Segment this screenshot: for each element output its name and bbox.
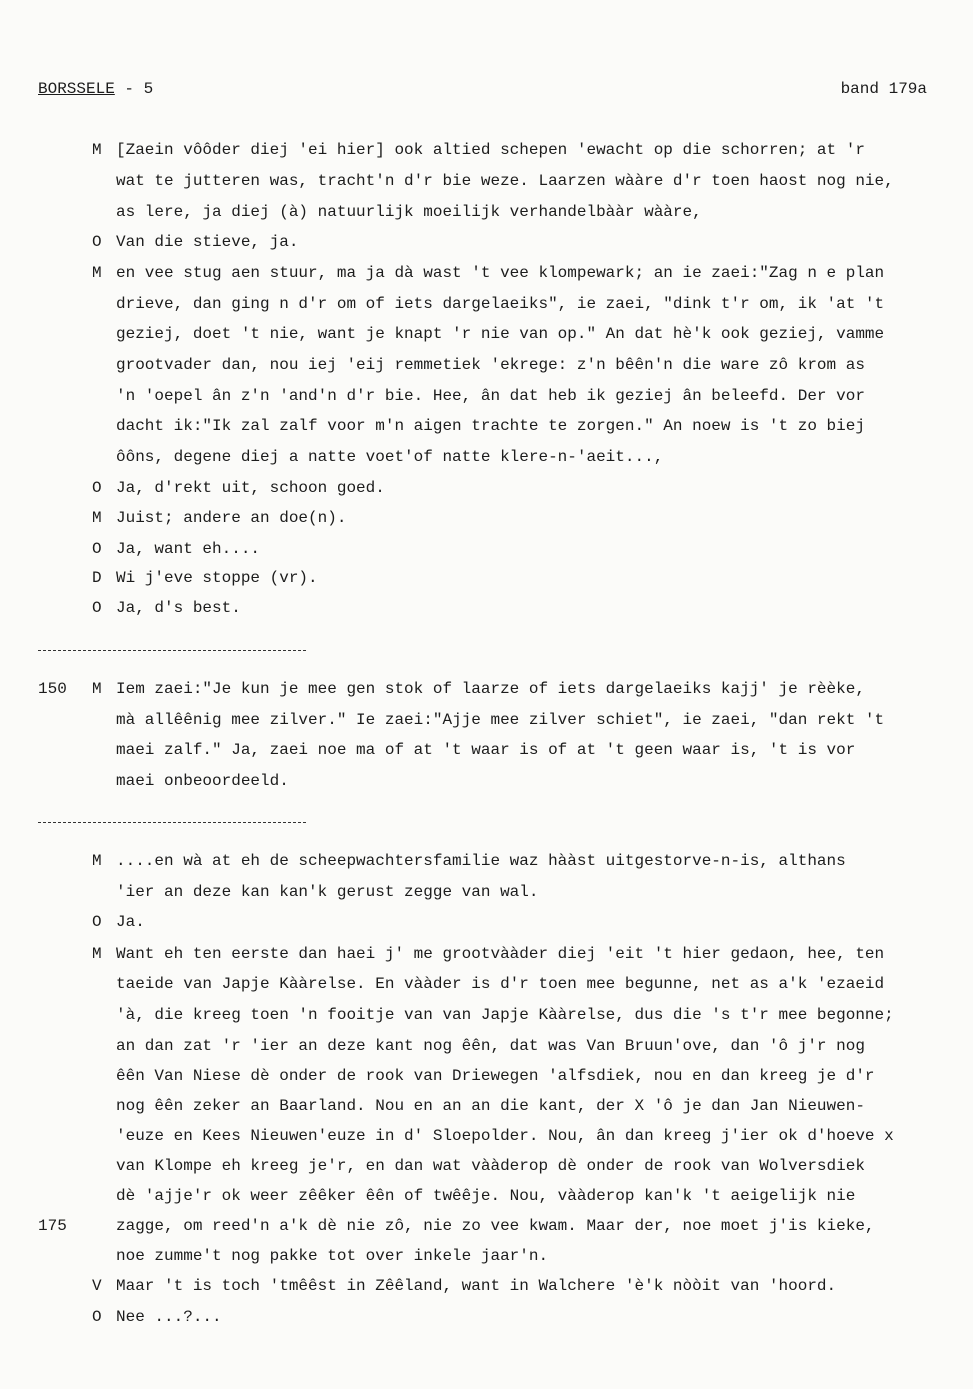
transcript-line: Wi j'eve stoppe (vr). [116,569,318,587]
transcript-line: wat te jutteren was, tracht'n d'r bie weze. Laarzen wààre d'r toen haost nog nie, [116,172,894,190]
transcript-line: an dan zat 'r 'ier an deze kant nog êên, dat was Van Bruun'ove, dan 'ô j'r nog [116,1037,865,1055]
speaker-label: O [92,540,102,558]
transcript-line: Van die stieve, ja. [116,233,299,251]
transcript-line: ôôns, degene diej a natte voet'of natte klere-n-'aeit..., [116,448,664,466]
transcript-line: Ja, want eh.... [116,540,261,558]
transcript-line: van Klompe eh kreeg je'r, en dan wat vààderop dè onder de rook van Wolversdiek [116,1157,865,1175]
transcript-line: [Zaein vôôder diej 'ei hier] ook altied schepen 'ewacht op die schorren; at 'r [116,141,865,159]
transcript-line: Ja, d'rekt uit, schoon goed. [116,479,385,497]
transcript-line: zagge, om reed'n a'k dè nie zô, nie zo vee kwam. Maar der, noe moet j'is kieke, [116,1217,875,1235]
transcript-line: dè 'ajje'r ok weer zêêker êên of twêêje. Nou, vààderop kan'k 't aeigelijk nie [116,1187,856,1205]
transcript-line: geziej, doet 't nie, want je knapt 'r nie van op." An dat hè'k ook geziej, vamme [116,325,885,343]
transcript-line: Juist; andere an doe(n). [116,509,347,527]
speaker-label: M [92,509,102,527]
transcript-line: maei zalf." Ja, zaei noe ma of at 't waar is of at 't geen waar is, 't is vor [116,741,856,759]
speaker-label: M [92,264,102,282]
section-divider [38,822,306,823]
transcript-line: êên Van Niese dè onder de rook van Driewegen 'alfsdiek, nou en dan kreeg je d'r [116,1067,875,1085]
speaker-label: O [92,233,102,251]
speaker-label: V [92,1277,102,1295]
header-title: BORSSELE [38,80,115,98]
transcript-line: Nee ...?... [116,1308,222,1326]
transcript-line: Ja. [116,913,145,931]
transcript-line: grootvader dan, nou iej 'eij remmetiek 'ekrege: z'n bêên'n die ware zô krom as [116,356,865,374]
transcript-line: nog êên zeker an Baarland. Nou en an an die kant, der X 'ô je dan Jan Nieuwen- [116,1097,865,1115]
transcript-line: Iem zaei:"Je kun je mee gen stok of laarze of iets dargelaeiks kajj' je rèèke, [116,680,865,698]
speaker-label: M [92,852,102,870]
speaker-label: M [92,945,102,963]
speaker-label: O [92,1308,102,1326]
transcript-line: mà allêênig mee zilver." Ie zaei:"Ajje mee zilver schiet", ie zaei, "dan rekt 't [116,711,885,729]
transcript-line: en vee stug aen stuur, ma ja dà wast 't vee klompewark; an ie zaei:"Zag n e plan [116,264,885,282]
transcript-line: as lere, ja diej (à) natuurlijk moeilijk verhandelbààr wààre, [116,203,702,221]
band-label: band 179a [840,80,927,98]
transcript-line: maei onbeoordeeld. [116,772,289,790]
speaker-label: O [92,599,102,617]
transcript-line: ....en wà at eh de scheepwachtersfamilie waz hààst uitgestorve-n-is, althans [116,852,846,870]
transcript-line: noe zumme't nog pakke tot over inkele jaar'n. [116,1247,549,1265]
line-number: 175 [38,1217,67,1235]
page-number: - 5 [114,80,154,98]
transcript-line: Want eh ten eerste dan haei j' me grootvààder diej 'eit 't hier gedaon, hee, ten [116,945,885,963]
transcript-line: taeide van Japje Kààrelse. En vààder is d'r toen mee begunne, net as a'k 'ezaeid [116,975,885,993]
speaker-label: M [92,141,102,159]
section-divider [38,650,306,651]
transcript-line: 'euze en Kees Nieuwen'euze in d' Sloepolder. Nou, ân dan kreeg j'ier ok d'hoeve x [116,1127,894,1145]
line-number: 150 [38,680,67,698]
transcript-line: Ja, d's best. [116,599,241,617]
speaker-label: O [92,479,102,497]
speaker-label: M [92,680,102,698]
transcript-line: Maar 't is toch 'tmêêst in Zêêland, want in Walchere 'è'k nòòit van 'hoord. [116,1277,837,1295]
transcript-line: dacht ik:"Ik zal zalf voor m'n aigen trachte te zorgen." An noew is 't zo biej [116,417,865,435]
speaker-label: O [92,913,102,931]
transcript-line: drieve, dan ging n d'r om of iets dargelaeiks", ie zaei, "dink t'r om, ik 'at 't [116,295,885,313]
transcript-line: 'n 'oepel ân z'n 'and'n d'r bie. Hee, ân dat heb ik geziej ân beleefd. Der vor [116,387,865,405]
speaker-label: D [92,569,102,587]
transcript-line: 'ier an deze kan kan'k gerust zegge van wal. [116,883,539,901]
document-header [38,80,153,98]
transcript-line: 'à, die kreeg toen 'n fooitje van van Japje Kààrelse, dus die 's t'r mee begonne; [116,1006,894,1024]
